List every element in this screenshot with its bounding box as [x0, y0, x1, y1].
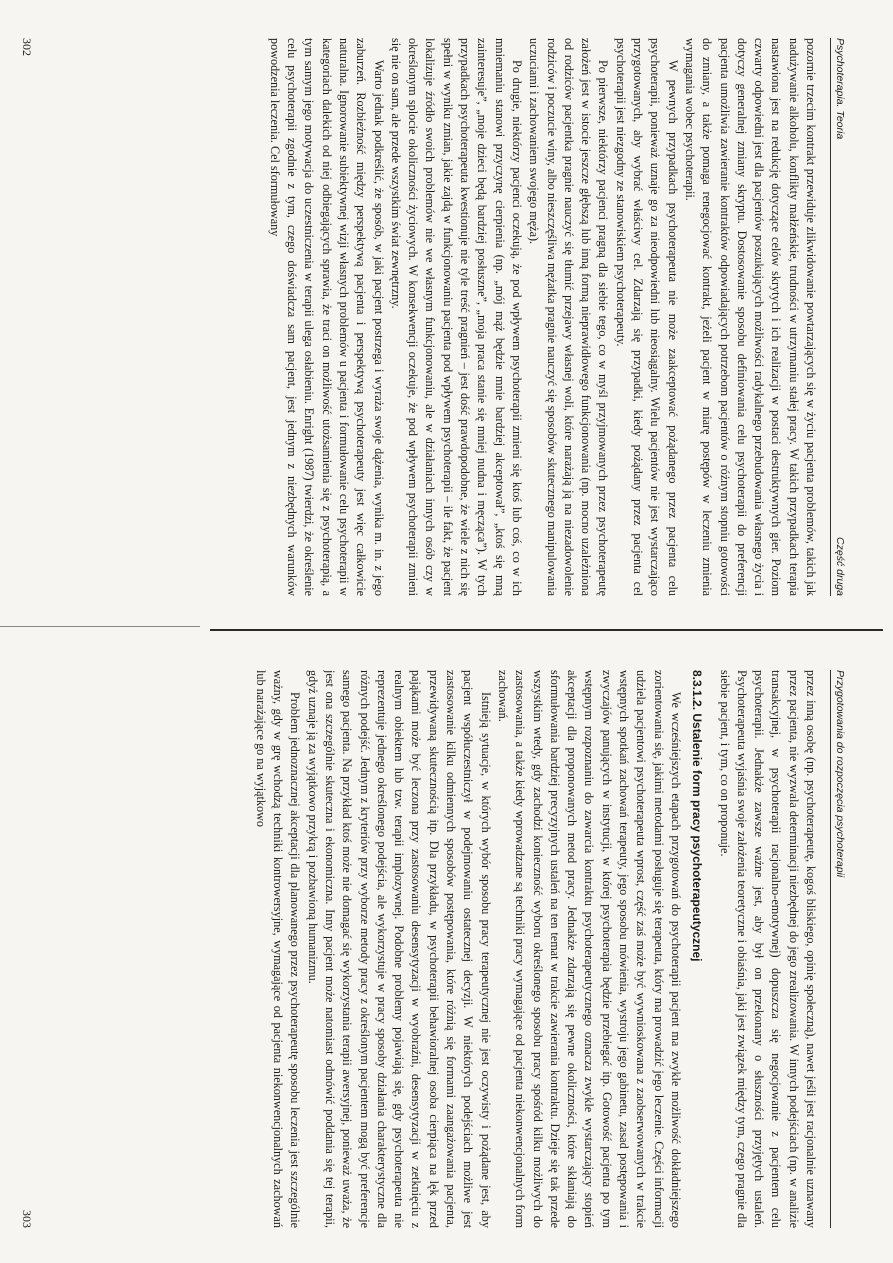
page-body [59, 670, 819, 1228]
paragraph: pozornie trzecim kontrakt przewiduje zlikwidowanie powtarzających się w życiu pacjenta problemów, takich jak nadużywanie alkoholu, konflikty małżeńskie, trudności w utrzymaniu stałej pracy. W takich przypadkach terapia nastawiona jest na redukcję dotyczące celów skrytych i ich realizacji w postaci destruktywnych gier. Poziom czwarty odpowiedni jest dla pacjentów poszukujących możliwości radykalnego przebudowania własnego życia i dotyczy generalnej zmiany skryptu. Dostosowanie sposobu definiowania celu psychoterapii do preferencji pacjenta umożliwia zawieranie kontraktów odpowiadających potrzebom pacjentów o różnym stopniu gotowości do zmiany, a także pomaga renegocjować kontrakt, jeżeli pacjent w miarę postępów w leczeniu zmienia wymagania wobec psychoterapii. [682, 38, 818, 596]
spine-shadow [210, 629, 883, 631]
right-page-rotated [0, 632, 893, 1263]
left-page-rotated [0, 0, 893, 631]
page-number: 302 [20, 38, 34, 56]
spine-line [0, 626, 200, 627]
header-part: Część druga [834, 537, 846, 596]
header-title: Przygotowania do rozpoczęcia psychoterapii [834, 670, 846, 878]
paragraph: Istnieją sytuacje, w których wybór sposobu pracy terapeutycznej nie jest oczywisty i pożądane jest, aby pacjent współuczestniczył w podejmowaniu ostatecznej decyzji. W niektórych podejściach możliwe jest zastosowanie kilku odmiennych sposobów postępowania, które różnią się formami zaangażowania pacjenta, przewidywaną skutecznością itp. Dla przykładu, w psychoterapii behawioralnej osoba cierpiąca na lęk przed pająkami może być leczona przy zastosowaniu desensytyzacji w wyobraźni, desensytyzacji w zetknięciu z realnym obiektem lub tzw. terapii implozywnej. Podobne problemy pojawiają się, gdy psychoterapeuta nie reprezentuje jednego określonego podejścia, ale wykorzystuje w pracy sposoby działania charakterystyczne dla różnych podejść. Jednym z kryteriów przy wyborze metody pracy z określonym pacjentem mogą być preferencje samego pacjenta. Na przykład ktoś może nie domagać się wykorzystania terapii awersyjnej, ponieważ uważa, że jest ona szczególnie skuteczna i ekonomiczna. Inny pacjent może natomiast odmówić poddania się tej terapii, gdyż uznaje ją za wyjątkowo przykrą i pozbawioną humanizmu. [305, 670, 493, 1228]
paragraph: Problem jednoznacznej akceptacji dla planowanego przez psychoterapeutę sposobu leczenia jest szczególnie ważny, gdy w grę wchodzą techniki kontrowersyjne, wymagające od pacjenta niekonwencjonalnych zachowań lub narażające go na wyjątkowo [253, 670, 303, 1228]
right-page [0, 632, 893, 1263]
paragraph: We wcześniejszych etapach przygotowań do psychoterapii pacjent ma zwykle możliwość dokładniejszego zorientowania się, jakimi metodami posługuje się terapeuta, który ma prowadzić jego leczenie. Części informacji udziela pacjentowi psychoterapeuta wprost, część zaś może być wywnioskowana z zaobserwowanych w trakcie wstępnych spotkań zachowań terapeuty, jego sposobu mówienia, wystroju jego gabinetu, zasad postępowania i zwyczajów panujących w instytucji, w której psychoterapia będzie przebiegać itp. Gotowość pacjenta po tym wstępnym rozpoznaniu do zawarcia kontraktu psychoterapeutycznego oznacza zwykle wystarczający stopień akceptacji dla proponowanych metod pracy. Jednakże zdarzają się pewne okoliczności, które skłaniają do sformułowania bardziej precyzyjnych ustaleń na ten temat w trakcie zawierania kontraktu. Dzieje się tak przede wszystkim wtedy, gdy zachodzi konieczność wyboru określonego sposobu pracy spośród kilku możliwych do zastosowania, a także kiedy wprowadzane są techniki pracy wymagające od pacjenta niekonwencjonalnych form zachowań. [495, 670, 683, 1228]
section-heading: 8.3.1.2. Ustalenie form pracy psychoterapeutycznej [690, 670, 705, 962]
paragraph: Warto jednak podkreślić, że sposób, w jaki pacjent postrzega i wyraża swoje dążenia, wynika m. in. z jego zaburzeń. Rozbieżność między perspektywą pacjenta i perspektywą psychoterapeuty jest więc całkowicie naturalna. Ignorowanie subiektywnej wizji własnych problemów u pacjenta i formułowanie celu psychoterapii w kategoriach dalekich od niej odbiegających sprawia, że traci on możliwość utożsamienia się z psychoterapią, a tym samym jego motywacja do uczestniczenia w terapii ulega osłabieniu. Enright (1987) twierdzi, że określenie celu psychoterapii zgodnie z tym, czego doświadcza sam pacjent, jest jednym z niezbędnych warunków powodzenia leczenia. Cel sformułowany [267, 38, 386, 596]
page-body [59, 38, 819, 596]
paragraph: W pewnych przypadkach psychoterapeuta nie może zaakceptować pożądanego przez pacjenta celu psychoterapii, ponieważ uznaje go za nieodpowiedni lub nieosiągalny. Wielu pacjentów nie jest wystarczająco przygotowanych, aby wybrać właściwy cel. Zdarzają się przypadki, kiedy pożądany przez pacjenta cel psychoterapii jest niezgodny ze stanowiskiem psychoterapeuty. [613, 38, 680, 596]
paragraph: przez inną osobę (np. psychoterapeutę, kogoś bliskiego, opinię społeczną), nawet jeśli jest racjonalnie uznawany przez pacjenta, nie wyzwala determinacji niezbędnej do jego zrealizowania. W innych podejściach (np. w analizie transakcyjnej, w psychoterapii racjonalno-emotywnej) dopuszcza się negocjowanie z pacjentem celu psychoterapii. Jednakże zawsze ważne jest, aby był on przekonany o słuszności przyjętych ustaleń. Psychoterapeuta wyjaśnia swoje założenia teoretyczne i obiaśnia, jaki jest związek między tym, czego pragnie dla siebie pacjent, i tym, co on proponuje. [717, 670, 818, 1228]
left-page [0, 0, 893, 631]
header-title: Psychoterapia. Teoria [834, 38, 846, 140]
running-header [830, 670, 849, 1228]
running-header [830, 38, 849, 596]
page-number: 303 [20, 1210, 34, 1228]
paragraph: Po pierwsze, niektórzy pacjenci pragną dla siebie tego, co w myśl przyjmowanych przez psychoterapeutę założeń jest w istocie jeszcze głębszą lub inną formą nieprawidłowego funkcjonowania (np. mocno uzależniona od rodziców pacjentka pragnie nauczyć się tłumić przejawy własnej woli, które narażają ją na niezadowolenie rodziców i poczucie winy, albo nieszczęśliwa mężatka pragnie nauczyć się sposobów skutecznego manipulowania uczuciami i zachowaniem swojego męża). [527, 38, 611, 596]
paragraph: Po drugie, niektórzy pacjenci oczekują, że pod wpływem psychoterapii zmieni się ktoś lub coś, co w ich mniemaniu stanowi przyczynę cierpienia (np. „mój mąż będzie mnie bardziej akceptował”, „ktoś się mną zainteresuje”, „moje dzieci będą bardziej posłuszne”, „moja praca stanie się mniej nudna i męcząca”). W tych przypadkach psychoterapeuta kwestionuje nie tyle treść pragnień – jest dość prawdopodobne, że wiele z nich się spełni w wyniku zmian, jakie zajdą w funkcjonowaniu pacjenta pod wpływem psychoterapii – ile fakt, że pacjent lokalizuje źródło swoich problemów nie we własnym funkcjonowaniu, ale w działaniach innych osób czy w określonym splocie okoliczności życiowych. W konsekwencji oczekuje, że pod wpływem psychoterapii zmieni się nie on sam, ale przede wszystkim świat zewnętrzny. [388, 38, 524, 596]
